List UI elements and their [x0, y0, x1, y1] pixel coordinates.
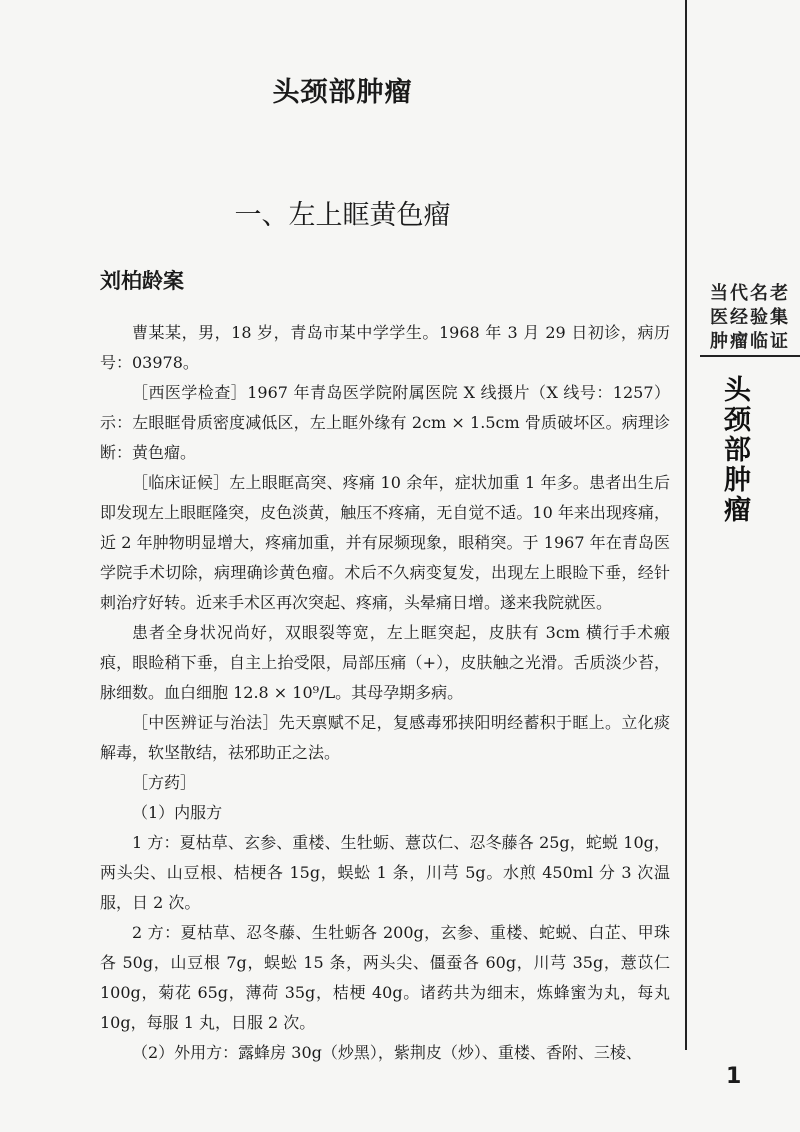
paragraph-patient-info: 曹某某，男，18 岁，青岛市某中学学生。1968 年 3 月 29 日初诊，病历号：03978。	[100, 323, 670, 372]
paragraph-prescription-heading: ［方药］	[132, 773, 197, 792]
body-text	[100, 318, 670, 1068]
chapter-tab-label: 头颈部肿瘤	[719, 375, 750, 525]
page-number: 1	[726, 1064, 742, 1089]
series-line-2: 医经验集	[710, 307, 790, 328]
paragraph-external-formula: （2）外用方：露蜂房 30g（炒黑），紫荆皮（炒）、重楼、香附、三棱、	[132, 1043, 642, 1062]
chapter-title: 头颈部肿瘤	[272, 77, 413, 108]
paragraph-western-exam: ［西医学检查］1967 年青岛医学院附属医院 X 线摄片（X 线号：1257）示：左眼眶骨质密度减低区，左上眶外缘有 2cm × 1.5cm 骨质破坏区。病理诊断：黄色瘤。	[100, 383, 670, 462]
vertical-rule	[685, 0, 687, 1050]
paragraph-formula-2: 2 方：夏枯草、忍冬藤、生牡蛎各 200g，玄参、重楼、蛇蜕、白芷、甲珠各 50g，山豆根 7g，蜈蚣 15 条，两头尖、僵蚕各 60g，川芎 35g，薏苡仁 100g，菊花 65g，薄荷 35g，桔梗 40g。诸药共为细末，炼蜂蜜为丸，每丸 10g，每服 1 丸，日服 2 次。	[100, 923, 670, 1032]
section-title: 一、左上眶黄色瘤	[234, 200, 451, 231]
paragraph-clinical-symptoms: ［临床证候］左上眼眶高突、疼痛 10 余年，症状加重 1 年多。患者出生后即发现左上眼眶隆突，皮色淡黄，触压不疼痛，无自觉不适。10 年来出现疼痛，近 2 年肿物明显增大，疼痛加重，并有尿频现象，眼稍突。于 1967 年在青岛医学院手术切除，病理确诊黄色瘤。术后不久病变复发，出现左上眼睑下垂，经针刺治疗好转。近来手术区再次突起、疼痛，头晕痛日增。遂来我院就医。	[100, 473, 670, 612]
sidebar-rule	[700, 355, 800, 357]
paragraph-internal-heading: （1）内服方	[132, 803, 223, 822]
series-line-3: 肿瘤临证	[710, 331, 790, 352]
paragraph-tcm-diagnosis: ［中医辨证与治法］先天禀赋不足，复感毒邪挟阳明经蓄积于眶上。立化痰解毒，软坚散结，祛邪助正之法。	[100, 713, 670, 762]
paragraph-formula-1: 1 方：夏枯草、玄参、重楼、生牡蛎、薏苡仁、忍冬藤各 25g，蛇蜕 10g，两头尖、山豆根、桔梗各 15g，蜈蚣 1 条，川芎 5g。水煎 450ml 分 3 次温服，日 2 次。	[100, 833, 670, 912]
paragraph-physical-exam: 患者全身状况尚好，双眼裂等宽，左上眶突起，皮肤有 3cm 横行手术瘢痕，眼睑稍下垂，自主上抬受限，局部压痛（+），皮肤触之光滑。舌质淡少苔，脉细数。血白细胞 12.8 × 10⁹/L。其母孕期多病。	[100, 623, 670, 702]
case-heading: 刘柏龄案	[100, 269, 184, 293]
series-header	[700, 282, 800, 354]
series-line-1: 当代名老	[710, 283, 790, 304]
